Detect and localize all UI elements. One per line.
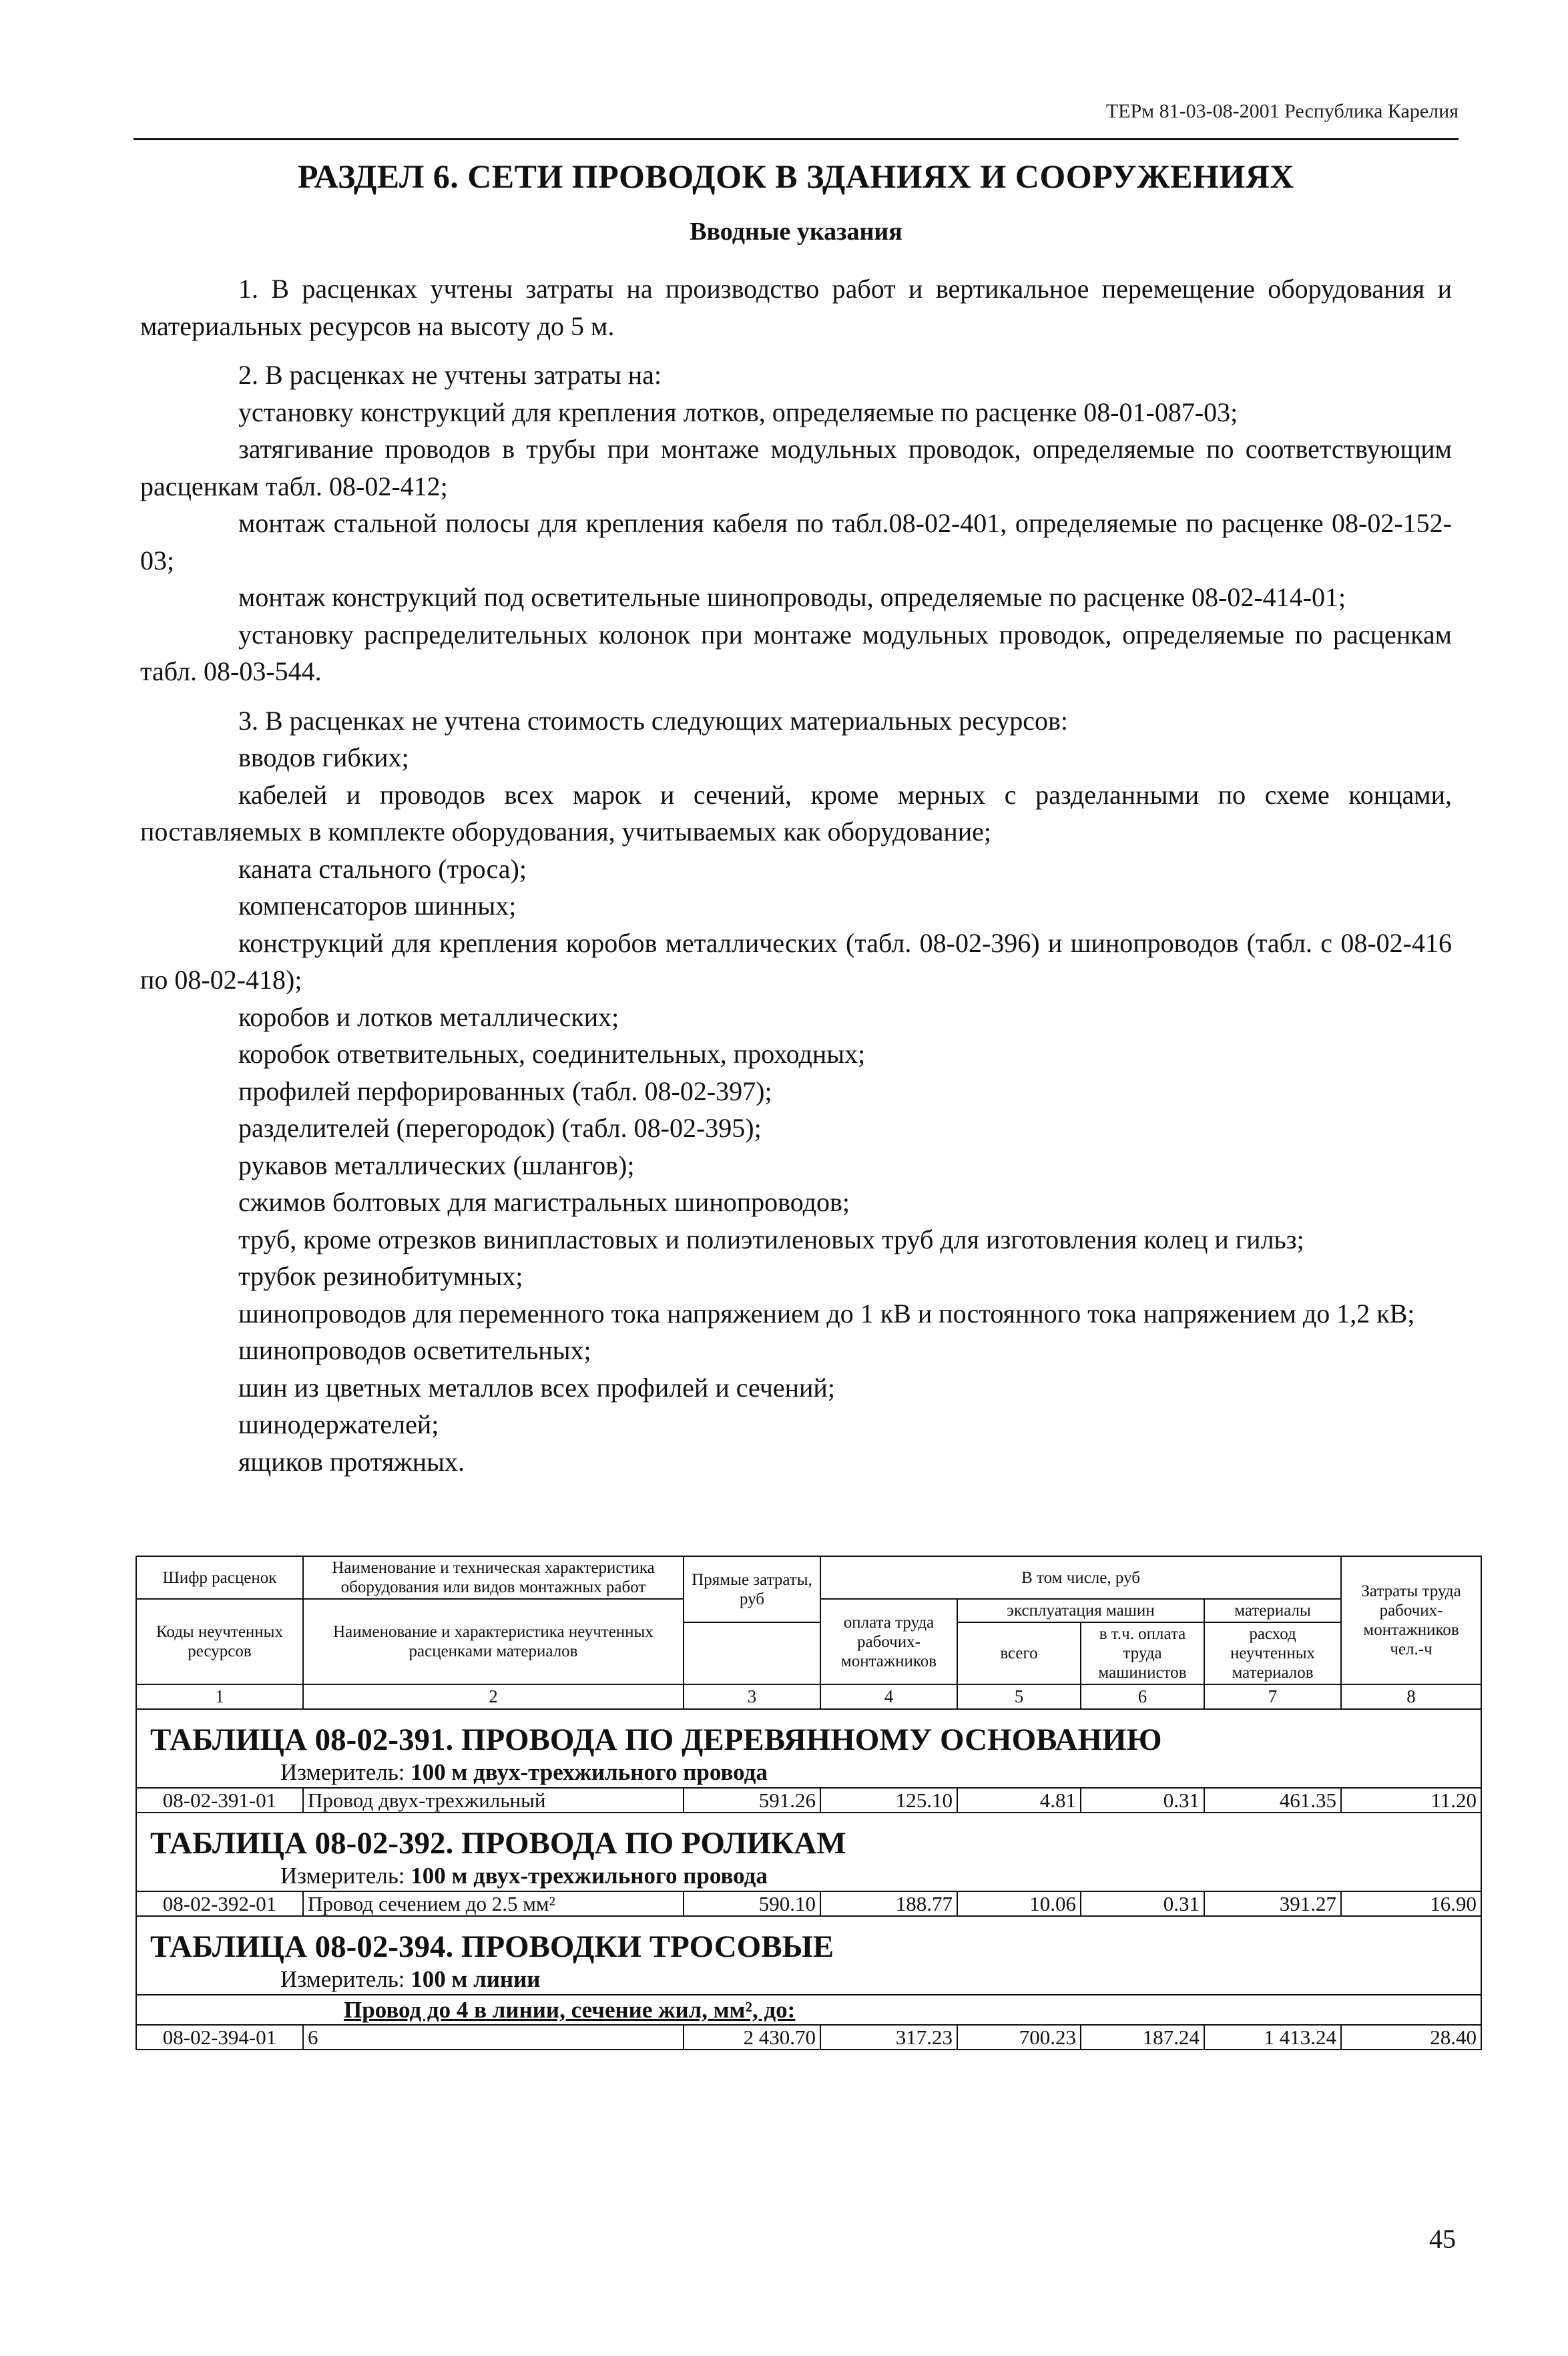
list-item: каната стального (троса); [238,853,527,884]
page-number: 45 [1429,2224,1456,2254]
page-header [134,93,1459,140]
list-item: шин из цветных металлов всех профилей и сечений; [238,1372,835,1403]
list-item: установку конструкций для крепления лотков, определяемые по расценке 08-01-087-03; [238,397,1238,427]
intro-text [140,270,1452,1480]
list-item: кабелей и проводов всех марок и сечений, кроме мерных с разделанными по схеме концами, поставляемых в комплекте оборудования, учитываемых как оборудование; [140,779,1452,847]
machines-wages: 0.31 [1081,1891,1204,1916]
table-row [136,1891,1481,1916]
header-wages: оплата труда рабочих-монтажников [820,1599,957,1684]
column-numbers-row [136,1684,1481,1709]
column-number: 8 [1341,1684,1481,1709]
header-name-unaccounted: Наименование и характеристика неучтенных расценками материалов [303,1599,684,1684]
paragraph-3: 3. В расценках не учтена стоимость следующих материальных ресурсов: [238,705,1069,736]
list-item: компенсаторов шинных; [238,891,517,921]
header-direct-cont [684,1622,820,1684]
materials-cost: 1 413.24 [1204,2025,1341,2050]
table-title-row [136,1916,1481,1966]
wages-cost: 125.10 [820,1788,957,1813]
intro-title: Вводные указания [690,218,902,246]
table-title: ТАБЛИЦА 08-02-392. ПРОВОДА ПО РОЛИКАМ [136,1813,1481,1863]
list-item: монтаж конструкций под осветительные шинопроводы, определяемые по расценке 08-02-414-01; [238,582,1346,612]
column-number: 7 [1204,1684,1341,1709]
list-item: коробок ответвительных, соединительных, проходных; [238,1039,866,1069]
materials-cost: 391.27 [1204,1891,1341,1916]
measure-label: Измеритель: [280,1966,405,1992]
labor-cost: 11.20 [1341,1788,1481,1813]
direct-cost: 591.26 [684,1788,820,1813]
list-item: рукавов металлических (шлангов); [238,1150,635,1180]
measure-value: 100 м линии [411,1966,541,1992]
list-item: установку распределительных колонок при монтаже модульных проводок, определяемые по расценкам табл. 08-03-544. [140,619,1452,686]
list-item: шинодержателей; [238,1409,439,1439]
column-number: 1 [136,1684,303,1709]
table-title-row [136,1709,1481,1759]
direct-cost: 2 430.70 [684,2025,820,2050]
list-item: вводов гибких; [238,742,409,772]
column-number: 3 [684,1684,820,1709]
machines-total: 700.23 [957,2025,1081,2050]
table-row [136,2025,1481,2050]
header-materials: материалы [1204,1599,1341,1622]
rate-code: 08-02-391-01 [136,1788,303,1813]
measure-row [136,1966,1481,1995]
measure-value: 100 м двух-трехжильного провода [411,1759,768,1785]
wages-cost: 188.77 [820,1891,957,1916]
header-machines-wages: в т.ч. оплата труда машинистов [1081,1622,1204,1684]
header-rule [134,138,1459,140]
measure [136,1966,1481,1995]
group-heading-text: Провод до 4 в линии, сечение жил, мм², до: [344,1997,796,2023]
measure-label: Измеритель: [280,1863,405,1889]
column-number: 5 [957,1684,1081,1709]
machines-total: 10.06 [957,1891,1081,1916]
materials-cost: 461.35 [1204,1788,1341,1813]
rates-table [136,1556,1482,2050]
list-item: шинопроводов для переменного тока напряжением до 1 кВ и постоянного тока напряжением до 1,2 кВ; [238,1298,1415,1329]
list-item: коробов и лотков металлических; [238,1001,619,1032]
labor-cost: 28.40 [1341,2025,1481,2050]
rate-name: Провод двух-трехжильный [303,1788,684,1813]
column-number: 6 [1081,1684,1204,1709]
column-number: 4 [820,1684,957,1709]
list-item: сжимов болтовых для магистральных шинопроводов; [238,1187,850,1217]
measure [136,1863,1481,1891]
header-labor: Затраты труда рабочих-монтажников чел.-ч [1341,1556,1481,1684]
section-title: РАЗДЕЛ 6. СЕТИ ПРОВОДОК В ЗДАНИЯХ И СООРУЖЕНИЯХ [298,158,1294,195]
list-item: ящиков протяжных. [238,1446,465,1477]
machines-wages: 187.24 [1081,2025,1204,2050]
paragraph-2: 2. В расценках не учтены затраты на: [238,360,662,390]
table-title-row [136,1813,1481,1863]
measure [136,1759,1481,1788]
table-title: ТАБЛИЦА 08-02-394. ПРОВОДКИ ТРОСОВЫЕ [136,1916,1481,1966]
list-item: монтаж стальной полосы для крепления кабеля по табл.08-02-401, определяемые по расценке 08-02-152-03; [140,508,1452,575]
machines-wages: 0.31 [1081,1788,1204,1813]
list-item: труб, кроме отрезков винипластовых и полиэтиленовых труб для изготовления колец и гильз; [238,1224,1304,1254]
list-item: профилей перфорированных (табл. 08-02-397); [238,1076,772,1106]
paragraph-1: 1. В расценках учтены затраты на производство работ и вертикальное перемещение оборудования и материальных ресурсов на высоту до 5 м. [140,274,1452,341]
list-item: конструкций для крепления коробов металлических (табл. 08-02-396) и шинопроводов (табл. с 08-02-416 по 08-02-418); [140,927,1452,995]
direct-cost: 590.10 [684,1891,820,1916]
group-row [136,1995,1481,2025]
header-code: ТЕРм 81-03-08-2001 Республика Карелия [1105,100,1459,122]
table-row [136,1788,1481,1813]
header-direct: Прямые затраты, руб [684,1556,820,1622]
rate-code: 08-02-392-01 [136,1891,303,1916]
measure-value: 100 м двух-трехжильного провода [411,1863,768,1889]
list-item: разделителей (перегородок) (табл. 08-02-395); [238,1113,762,1143]
header-incl: В том числе, руб [820,1556,1341,1599]
list-item: шинопроводов осветительных; [238,1335,591,1365]
rate-name: Провод сечением до 2.5 мм² [303,1891,684,1916]
table-header-row [136,1556,1481,1599]
measure-label: Измеритель: [280,1759,405,1785]
header-name: Наименование и техническая характеристика оборудования или видов монтажных работ [303,1556,684,1599]
rate-name: 6 [303,2025,684,2050]
rate-code: 08-02-394-01 [136,2025,303,2050]
measure-row [136,1759,1481,1788]
header-code-unaccounted: Коды неучтенных ресурсов [136,1599,303,1684]
measure-row [136,1863,1481,1891]
column-number: 2 [303,1684,684,1709]
wages-cost: 317.23 [820,2025,957,2050]
header-code: Шифр расценок [136,1556,303,1599]
header-machines-total: всего [957,1622,1081,1684]
labor-cost: 16.90 [1341,1891,1481,1916]
header-materials-unaccounted: расход неучтенных материалов [1204,1622,1341,1684]
list-item: трубок резинобитумных; [238,1261,523,1291]
machines-total: 4.81 [957,1788,1081,1813]
header-machines: эксплуатация машин [957,1599,1204,1622]
group-heading [136,1995,1481,2025]
table-title: ТАБЛИЦА 08-02-391. ПРОВОДА ПО ДЕРЕВЯННОМУ ОСНОВАНИЮ [136,1709,1481,1759]
list-item: затягивание проводов в трубы при монтаже модульных проводок, определяемые по соответствующим расценкам табл. 08-02-412; [140,434,1452,501]
